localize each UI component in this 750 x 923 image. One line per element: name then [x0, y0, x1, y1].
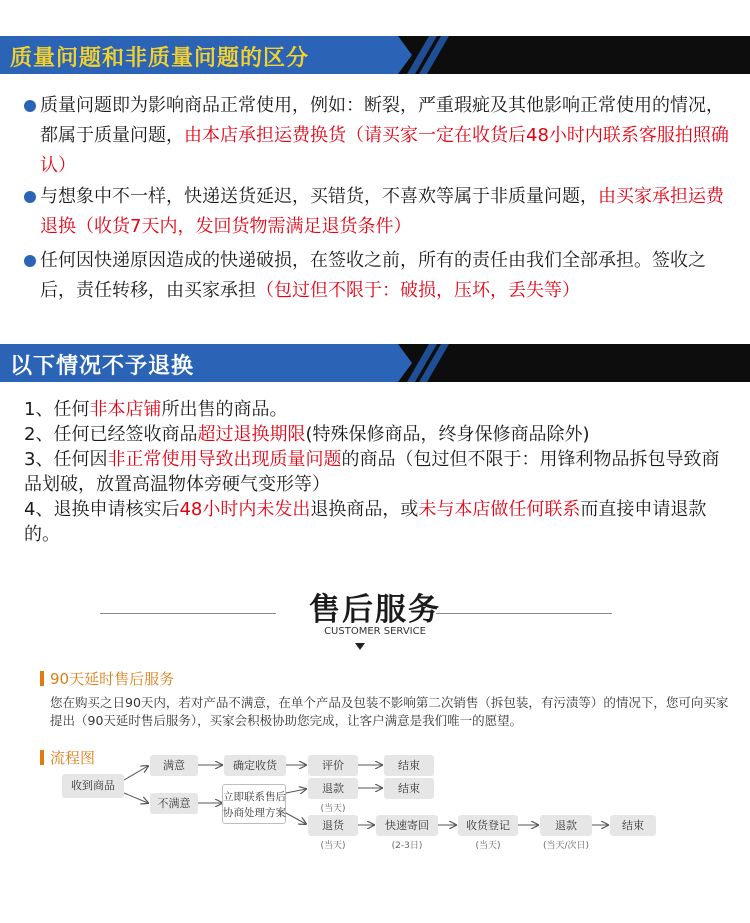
flow-end-2: 结束 — [384, 778, 434, 799]
flow-received: 收到商品 — [62, 774, 124, 798]
flow-receive-caption: (当天) — [475, 841, 501, 851]
flow-unsatisfied: 不满意 — [150, 793, 198, 814]
flow-end-3: 结束 — [610, 815, 656, 836]
list-item: 4、退换申请核实后48小时内未发出退换商品，或未与本店做任何联系而直接申请退款的。 — [24, 499, 707, 545]
quality-item-1-highlight: 由本店承担运费换货（请买家一定在收货后48小时内联系客服拍照确认） — [40, 125, 729, 176]
flow-refund-caption: (当天) — [320, 804, 346, 814]
flow-refund: 退款 — [308, 778, 358, 799]
flow-refund-2-caption: (当天/次日) — [542, 841, 590, 851]
flow-receive: 收货登记 — [458, 815, 518, 836]
flow-end-1: 结束 — [384, 755, 434, 776]
section-banner-quality — [0, 36, 750, 74]
bullet-dot — [24, 255, 36, 267]
section-title-quality: 质量问题和非质量问题的区分 — [10, 46, 310, 71]
list-item: 1、任何非本店铺所出售的商品。 — [24, 399, 288, 420]
orange-bar-icon — [40, 750, 44, 765]
flow-satisfied: 满意 — [150, 755, 198, 776]
orange-bar-icon — [40, 671, 44, 686]
quality-item-2 — [24, 182, 739, 242]
section-title-no-return: 以下情况不予退换 — [10, 354, 195, 379]
flow-contact: 立即联系售后 协商处理方案 — [222, 784, 286, 824]
quality-item-3-highlight: （包过但不限于：破损，压坏，丢失等） — [256, 280, 580, 301]
bullet-dot — [24, 191, 36, 203]
flow-return-caption: (当天) — [320, 841, 346, 851]
flow-review: 评价 — [308, 755, 358, 776]
flow-return: 退货 — [308, 815, 358, 836]
heading-flowchart: 流程图 — [40, 747, 95, 768]
service-subtitle: CUSTOMER SERVICE — [324, 626, 426, 637]
list-item: 3、任何因非正常使用导致出现质量问题的商品（包过但不限于：用锋利物品拆包导致商品划破，放置高温物体旁硬气变形等） — [24, 449, 720, 495]
quality-item-1 — [24, 91, 739, 181]
flow-confirm: 确定收货 — [224, 755, 286, 776]
quality-item-2-highlight: 由买家承担运费退换（收货7天内，发回货物需满足退货条件） — [40, 186, 724, 237]
service-description: 您在购买之日90天内，若对产品不满意，在单个产品及包装不影响第二次销售（拆包装，有污渍等）的情况下，您可向买家提出（90天延时售后服务），买家会积极协助您完成，让客户满意是我们唯一的愿望。 — [50, 695, 729, 728]
quality-item-1-text: 质量问题即为影响商品正常使用，例如：断裂，严重瑕疵及其他影响正常使用的情况，都属于质量问题， — [40, 95, 724, 146]
quality-item-3-text: 任何因快递原因造成的快递破损，在签收之前，所有的责任由我们全部承担。签收之后，责任转移，由买家承担 — [40, 250, 706, 301]
quality-item-2-text: 与想象中不一样，快递送货延迟，买错货，不喜欢等属于非质量问题， — [40, 186, 598, 207]
bullet-dot — [24, 100, 36, 112]
section-banner-no-return — [0, 344, 750, 382]
flow-ship: 快速寄回 — [376, 815, 438, 836]
down-triangle-icon — [355, 643, 365, 650]
flow-refund-2: 退款 — [540, 815, 592, 836]
flow-ship-caption: (2-3日) — [391, 841, 423, 851]
service-title: 售后服务 — [309, 592, 441, 628]
no-return-list — [24, 397, 736, 547]
heading-90-day: 90天延时售后服务 — [40, 668, 174, 689]
quality-item-3 — [24, 246, 739, 306]
list-item: 2、任何已经签收商品超过退换期限(特殊保修商品，终身保修商品除外) — [24, 424, 590, 445]
